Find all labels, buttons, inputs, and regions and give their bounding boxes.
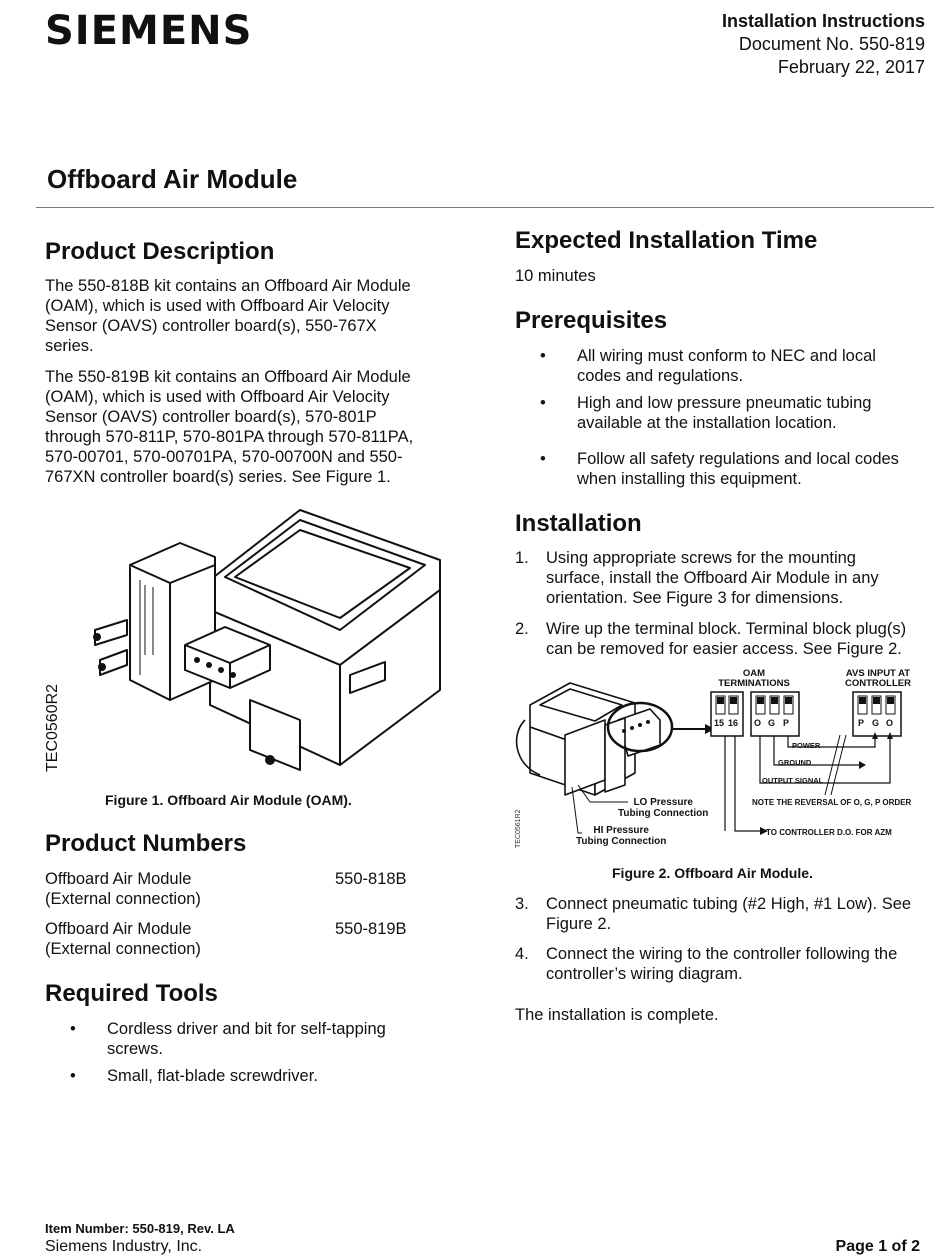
lo-pressure-label: LO Pressure Tubing Connection [618, 797, 709, 819]
product-description-para2: The 550-819B kit contains an Offboard Air Module (OAM), which is used with Offboard Air Velocity Sensor (OAVS) controller board(s), 570-801P through 570-811P, 570-801PA through 570-811PA, 570-00701, 570-00701PA, 570-00700N and 550- 767XN controller board(s) series. See Figure 1. [45, 368, 414, 486]
tool-list-item: • Cordless driver and bit for self-tapping screws. [70, 1020, 386, 1058]
to-controller-label: TO CONTROLLER D.O. FOR AZM [766, 828, 892, 837]
terminal-16-label: 16 [728, 718, 739, 728]
terminal-15-label: 15 [714, 718, 725, 728]
power-label: POWER [792, 741, 821, 750]
wiring-diagram [510, 665, 940, 855]
product-description-para1: The 550-818B kit contains an Offboard Air Module (OAM), which is used with Offboard Air Velocity Sensor (OAVS) controller board(s), 550-767X series. [45, 277, 411, 355]
hi-pressure-label: HI Pressure Tubing Connection [576, 825, 667, 847]
controller-p-label: P [858, 718, 865, 728]
bullet-icon: • [540, 394, 546, 412]
controller-o-label: O [886, 718, 894, 728]
reversal-note: NOTE THE REVERSAL OF O, G, P ORDER [752, 798, 912, 807]
installation-step: 3. Connect pneumatic tubing (#2 High, #1 Low). See Figure 2. [515, 895, 912, 933]
product-number-name: Offboard Air Module (External connection) [45, 920, 201, 958]
prerequisites-heading: Prerequisites [515, 307, 668, 334]
siemens-logo: SIEMENS [45, 8, 253, 54]
page-number: Page 1 of 2 [835, 1238, 920, 1255]
product-numbers-heading: Product Numbers [45, 830, 247, 857]
prerequisite-item: • Follow all safety regulations and local codes when installing this equipment. [540, 450, 899, 488]
ground-label: GROUND [778, 758, 812, 767]
product-description-heading: Product Description [45, 238, 275, 265]
document-header [722, 10, 925, 79]
oam-terminations-label: OAM TERMINATIONS [718, 668, 790, 689]
prerequisite-item: • All wiring must conform to NEC and local codes and regulations. [540, 347, 876, 385]
expected-time-value: 10 minutes [515, 267, 596, 285]
bullet-icon: • [70, 1067, 76, 1085]
installation-heading: Installation [515, 510, 642, 537]
doc-number: Document No. 550-819 [738, 34, 925, 54]
product-number-name: Offboard Air Module (External connection) [45, 870, 201, 908]
bullet-icon: • [540, 347, 546, 365]
bullet-icon: • [540, 450, 546, 468]
figure2-side-label: TEC0561R2 [515, 809, 522, 848]
prerequisite-item: • High and low pressure pneumatic tubing available at the installation location. [540, 394, 872, 432]
figure1-side-label: TEC0560R2 [44, 683, 61, 772]
required-tools-heading: Required Tools [45, 980, 218, 1007]
output-signal-label: OUTPUT SIGNAL [762, 776, 824, 785]
product-number-value: 550-819B [335, 920, 407, 938]
installation-step: 1. Using appropriate screws for the mounting surface, install the Offboard Air Module in any orientation. See Figure 3 for dimensions. [515, 549, 879, 607]
terminal-g-label: G [768, 718, 776, 728]
avs-input-label: AVS INPUT AT CONTROLLER [845, 668, 911, 689]
expected-time-heading: Expected Installation Time [515, 227, 818, 254]
tool-list-item: • Small, flat-blade screwdriver. [70, 1067, 318, 1085]
bullet-icon: • [70, 1020, 76, 1038]
controller-g-label: G [872, 718, 880, 728]
figure2-caption: Figure 2. Offboard Air Module. [612, 865, 813, 881]
page-title: Offboard Air Module [47, 164, 298, 194]
doc-type: Installation Instructions [721, 11, 925, 31]
company-name: Siemens Industry, Inc. [45, 1238, 203, 1255]
figure1-caption: Figure 1. Offboard Air Module (OAM). [105, 792, 352, 808]
installation-complete: The installation is complete. [515, 1006, 719, 1024]
doc-date: February 22, 2017 [777, 57, 925, 77]
terminal-o-label: O [754, 718, 762, 728]
item-number: Item Number: 550-819, Rev. LA [45, 1221, 235, 1236]
installation-step: 2. Wire up the terminal block. Terminal block plug(s) can be removed for easier access. See Figure 2. [515, 620, 907, 658]
product-number-value: 550-818B [335, 870, 407, 888]
installation-step: 4. Connect the wiring to the controller following the controller’s wiring diagram. [515, 945, 898, 983]
title-divider [36, 207, 934, 208]
terminal-p-label: P [783, 718, 790, 728]
offboard-air-module-illustration [85, 505, 450, 780]
